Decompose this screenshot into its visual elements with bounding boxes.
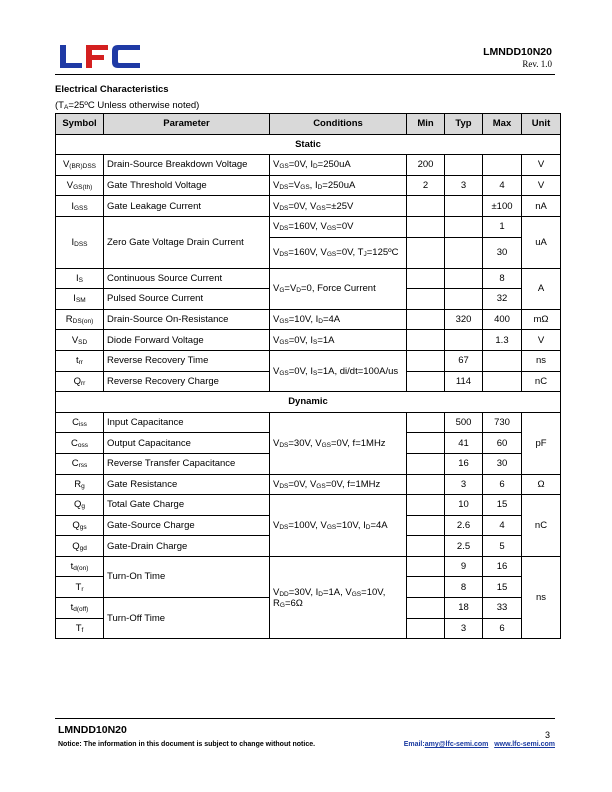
symbol-cell: $C_{oss}$ [56,433,104,454]
max-cell: 30 [483,237,522,268]
symbol-cell: $C_{rss}$ [56,453,104,474]
table-row [56,412,561,433]
typ-cell: 16 [445,453,483,474]
min-cell: 2 [407,175,445,196]
typ-cell: 9 [445,556,483,577]
typ-cell: 8 [445,577,483,598]
unit-cell: nC [522,371,561,392]
website-link[interactable]: www.lfc-semi.com [494,741,555,748]
unit-cell: V [522,155,561,176]
conditions-cell: $V_{GS}=0V$, $I_D=250uA$ [270,155,407,176]
typ-cell: 3 [445,474,483,495]
conditions-cell: $V_{DS}=160V$, $V_{GS}=0V$, $T_J=125ºC$ [270,237,407,268]
min-cell: 200 [407,155,445,176]
typ-cell: 67 [445,350,483,371]
parameter-cell: Turn-On Time [104,556,270,597]
footer-rule [55,718,555,719]
max-cell: 16 [483,556,522,577]
typ-cell [445,289,483,310]
unit-cell: V [522,330,561,351]
parameter-cell: Reverse Recovery Time [104,350,270,371]
table-row [56,330,561,351]
min-cell [407,309,445,330]
conditions-cell: $V_{DS}=V_{GS}$, $I_D=250uA$ [270,175,407,196]
table-row [56,175,561,196]
table-row [56,495,561,516]
table-row [56,350,561,371]
typ-cell: 18 [445,598,483,619]
unit-cell: Ω [522,474,561,495]
min-cell [407,433,445,454]
typ-cell: 2.5 [445,536,483,557]
unit-cell: mΩ [522,309,561,330]
parameter-cell: Turn-Off Time [104,598,270,639]
table-row [56,474,561,495]
conditions-cell: $V_{DS}=0V$, $V_{GS}=\pm 25V$ [270,196,407,217]
symbol-cell: $V_{SD}$ [56,330,104,351]
symbol-cell: $t_{d(on)}$ [56,556,104,577]
footer-links [404,741,555,748]
typ-cell [445,330,483,351]
typ-cell [445,196,483,217]
typ-cell: 500 [445,412,483,433]
conditions-cell: $V_{DS}=0V$, $V_{GS}=0V$, f=1MHz [270,474,407,495]
col-typ: Typ [445,114,483,135]
symbol-cell: $t_{d(off)}$ [56,598,104,619]
parameter-cell: Gate Leakage Current [104,196,270,217]
min-cell [407,268,445,289]
unit-cell: nC [522,495,561,557]
typ-cell: 114 [445,371,483,392]
table-row [56,309,561,330]
max-cell: 6 [483,618,522,639]
max-cell: ±100 [483,196,522,217]
typ-cell [445,155,483,176]
table-row [56,155,561,176]
symbol-cell: $I_{SM}$ [56,289,104,310]
conditions-cell: $V_{DD}=30V$, $I_D=1A$, $V_{GS}=10V$, $R_G=6\Omega$ [270,556,407,638]
min-cell [407,453,445,474]
parameter-cell: Gate-Source Charge [104,515,270,536]
unit-cell: pF [522,412,561,474]
conditions-cell: $V_G=V_D=0$, Force Current [270,268,407,309]
header-rule [55,74,555,75]
parameter-cell: Gate Threshold Voltage [104,175,270,196]
col-conditions: Conditions [270,114,407,135]
min-cell [407,474,445,495]
max-cell: 4 [483,515,522,536]
symbol-cell: $T_f$ [56,618,104,639]
parameter-cell: Drain-Source Breakdown Voltage [104,155,270,176]
max-cell: 1.3 [483,330,522,351]
max-cell [483,155,522,176]
max-cell: 33 [483,598,522,619]
unit-cell: nA [522,196,561,217]
symbol-cell: $Q_{rr}$ [56,371,104,392]
col-min: Min [407,114,445,135]
min-cell [407,515,445,536]
max-cell: 30 [483,453,522,474]
min-cell [407,350,445,371]
electrical-characteristics-table [55,113,561,639]
max-cell: 5 [483,536,522,557]
min-cell [407,577,445,598]
min-cell [407,556,445,577]
max-cell: 1 [483,216,522,237]
unit-cell: A [522,268,561,309]
conditions-cell: $V_{DS}=30V$, $V_{GS}=0V$, f=1MHz [270,412,407,474]
col-unit: Unit [522,114,561,135]
parameter-cell: Input Capacitance [104,412,270,433]
max-cell: 15 [483,495,522,516]
section-static: Static [56,134,561,155]
parameter-cell: Drain-Source On-Resistance [104,309,270,330]
typ-cell: 2.6 [445,515,483,536]
symbol-cell: $I_{GSS}$ [56,196,104,217]
symbol-cell: $C_{iss}$ [56,412,104,433]
max-cell: 400 [483,309,522,330]
lfc-logo [58,43,142,69]
symbol-cell: $t_{rr}$ [56,350,104,371]
col-max: Max [483,114,522,135]
symbol-cell: $V_{GS(th)}$ [56,175,104,196]
min-cell [407,289,445,310]
min-cell [407,495,445,516]
footer-notice: Notice: The information in this document is subject to change without notice. [58,741,316,748]
table-row [56,268,561,289]
min-cell [407,330,445,351]
min-cell [407,237,445,268]
symbol-cell: $R_{DS(on)}$ [56,309,104,330]
symbol-cell: $R_g$ [56,474,104,495]
unit-cell: ns [522,350,561,371]
typ-cell: 3 [445,618,483,639]
header-revision: Rev. 1.0 [522,59,552,69]
parameter-cell: Reverse Transfer Capacitance [104,453,270,474]
conditions-cell: $V_{GS}=0V$, $I_S=1A$ [270,330,407,351]
symbol-cell: $Q_{gd}$ [56,536,104,557]
table-row [56,216,561,237]
section-dynamic: Dynamic [56,392,561,413]
parameter-cell: Total Gate Charge [104,495,270,516]
max-cell: 60 [483,433,522,454]
max-cell: 8 [483,268,522,289]
parameter-cell: Output Capacitance [104,433,270,454]
footer-part-number: LMNDD10N20 [58,724,127,736]
conditions-cell: $V_{GS}=10V$, $I_D=4A$ [270,309,407,330]
symbol-cell: $Q_g$ [56,495,104,516]
max-cell: 32 [483,289,522,310]
symbol-cell: $T_r$ [56,577,104,598]
parameter-cell: Continuous Source Current [104,268,270,289]
unit-cell: uA [522,216,561,268]
typ-cell: 10 [445,495,483,516]
min-cell [407,371,445,392]
section-title: Electrical Characteristics [55,84,169,95]
col-parameter: Parameter [104,114,270,135]
typ-cell: 3 [445,175,483,196]
table-row [56,196,561,217]
parameter-cell: Pulsed Source Current [104,289,270,310]
symbol-cell: $I_S$ [56,268,104,289]
parameter-cell: Reverse Recovery Charge [104,371,270,392]
min-cell [407,598,445,619]
max-cell [483,371,522,392]
parameter-cell: Gate Resistance [104,474,270,495]
col-symbol: Symbol [56,114,104,135]
email-link[interactable]: amy@lfc-semi.com [424,741,489,748]
typ-cell: 41 [445,433,483,454]
symbol-cell: $Q_{gs}$ [56,515,104,536]
conditions-cell: $V_{GS}=0V$, $I_S=1A$, di/dt=100A/us [270,350,407,391]
parameter-cell: Gate-Drain Charge [104,536,270,557]
max-cell: 4 [483,175,522,196]
parameter-cell: Zero Gate Voltage Drain Current [104,216,270,268]
typ-cell [445,268,483,289]
max-cell [483,350,522,371]
table-row [56,556,561,577]
parameter-cell: Diode Forward Voltage [104,330,270,351]
max-cell: 730 [483,412,522,433]
table-header-row [56,114,561,135]
min-cell [407,536,445,557]
header-part-number: LMNDD10N20 [483,46,552,58]
unit-cell: V [522,175,561,196]
typ-cell [445,216,483,237]
max-cell: 15 [483,577,522,598]
email-label: Email: [403,741,425,748]
symbol-cell: $V_{(BR)DSS}$ [56,155,104,176]
min-cell [407,412,445,433]
min-cell [407,196,445,217]
condition-note: ($T_A=25ºC$ Unless otherwise noted) [55,100,200,111]
unit-cell: ns [522,556,561,638]
min-cell [407,618,445,639]
min-cell [407,216,445,237]
page-number: 3 [544,730,550,740]
conditions-cell: $V_{DS}=100V$, $V_{GS}=10V$, $I_D=4A$ [270,495,407,557]
symbol-cell: $I_{DSS}$ [56,216,104,268]
typ-cell: 320 [445,309,483,330]
max-cell: 6 [483,474,522,495]
conditions-cell: $V_{DS}=160V$, $V_{GS}=0V$ [270,216,407,237]
typ-cell [445,237,483,268]
